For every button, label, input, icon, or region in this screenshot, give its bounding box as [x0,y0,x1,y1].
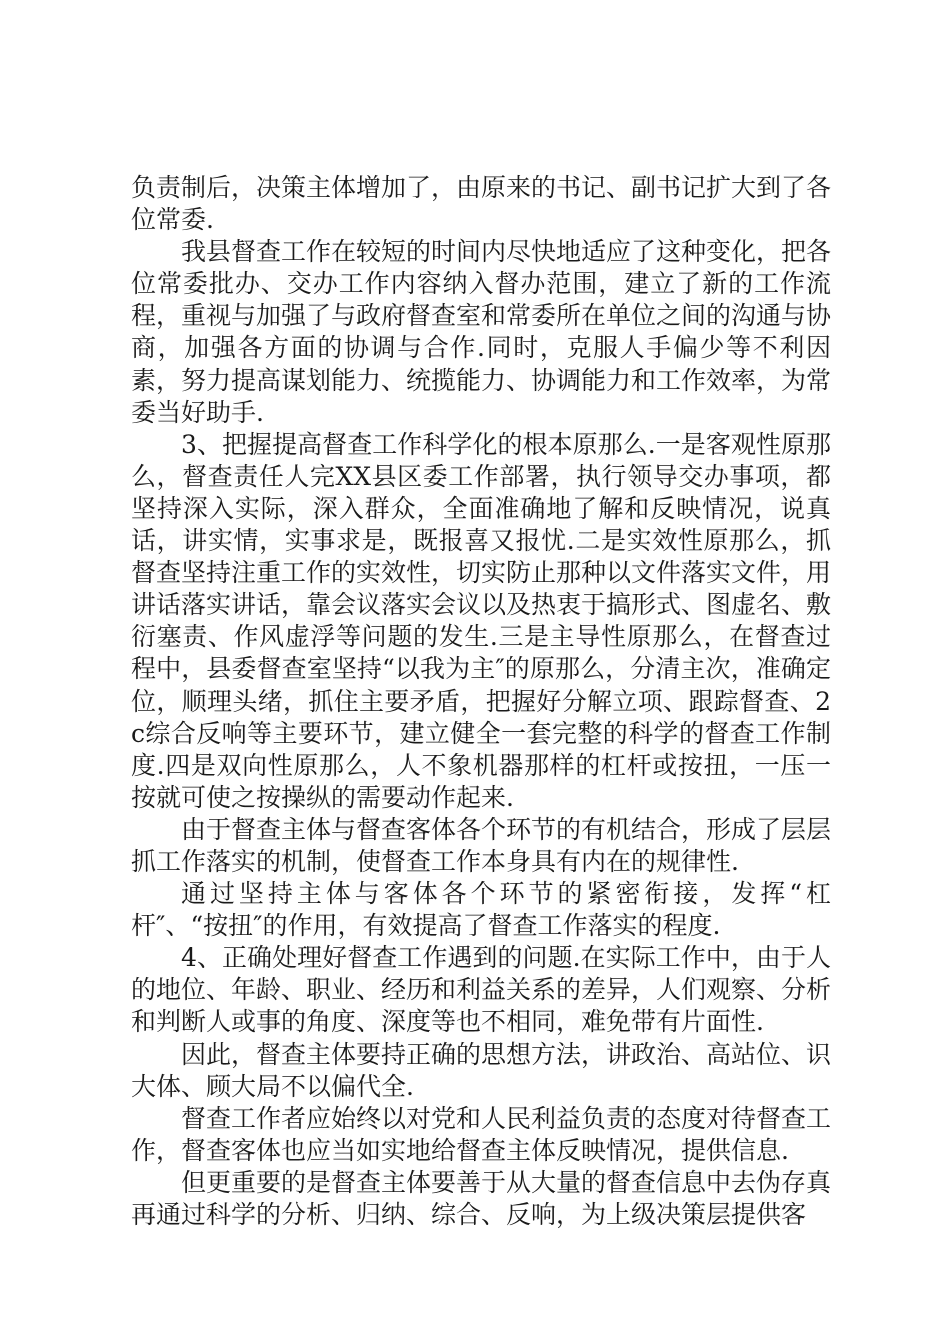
document-body [131,172,831,1231]
paragraph-5: 通过坚持主体与客体各个环节的紧密衔接，发挥“杠杆″、“按扭″的作用，有效提高了督查工作落实的程度. [131,879,831,941]
paragraph-4: 由于督查主体与督查客体各个环节的有机结合，形成了层层抓工作落实的机制，使督查工作本身具有内在的规律性. [131,814,832,876]
paragraph-8: 督查工作者应始终以对党和人民利益负责的态度对待督查工作，督查客体也应当如实地给督查主体反映情况，提供信息. [131,1103,832,1165]
paragraph-7: 因此，督查主体要持正确的思想方法，讲政治、高站位、识大体、顾大局不以偏代全. [131,1039,832,1101]
paragraph-1: 负责制后，决策主体增加了，由原来的书记、副书记扩大到了各位常委. [131,173,832,235]
paragraph-6: 4、正确处理好督查工作遇到的问题.在实际工作中，由于人的地位、年龄、职业、经历和利益关系的差异，人们观察、分析和判断人或事的角度、深度等也不相同，难免带有片面性. [131,943,832,1037]
paragraph-3: 3、把握提高督查工作科学化的根本原那么.一是客观性原那么，督查责任人完XX县区委工作部署，执行领导交办事项，都坚持深入实际，深入群众，全面准确地了解和反映情况，说真话，讲实情，实事求是，既报喜又报忧.二是实效性原那么，抓督查坚持注重工作的实效性，切实防止那种以文件落实文件，用讲话落实讲话，靠会议落实会议以及热衷于搞形式、图虚名、敷衍塞责、作风虚浮等问题的发生.三是主导性原那么，在督查过程中，县委督查室坚持“以我为主″的原那么，分清主次，准确定位，顺理头绪，抓住主要矛盾，把握好分解立项、跟踪督查、2c综合反响等主要环节，建立健全一套完整的科学的督查工作制度.四是双向性原那么，人不象机器那样的杠杆或按扭，一压一按就可使之按操纵的需要动作起来. [131,429,832,812]
paragraph-9: 但更重要的是督查主体要善于从大量的督查信息中去伪存真再通过科学的分析、归纳、综合、反响，为上级决策层提供客 [131,1167,832,1229]
paragraph-2: 我县督查工作在较短的时间内尽快地适应了这种变化，把各位常委批办、交办工作内容纳入督办范围，建立了新的工作流程，重视与加强了与政府督查室和常委所在单位之间的沟通与协商，加强各方面的协调与合作.同时，克服人手偏少等不利因素，努力提高谋划能力、统揽能力、协调能力和工作效率，为常委当好助手. [131,237,832,427]
